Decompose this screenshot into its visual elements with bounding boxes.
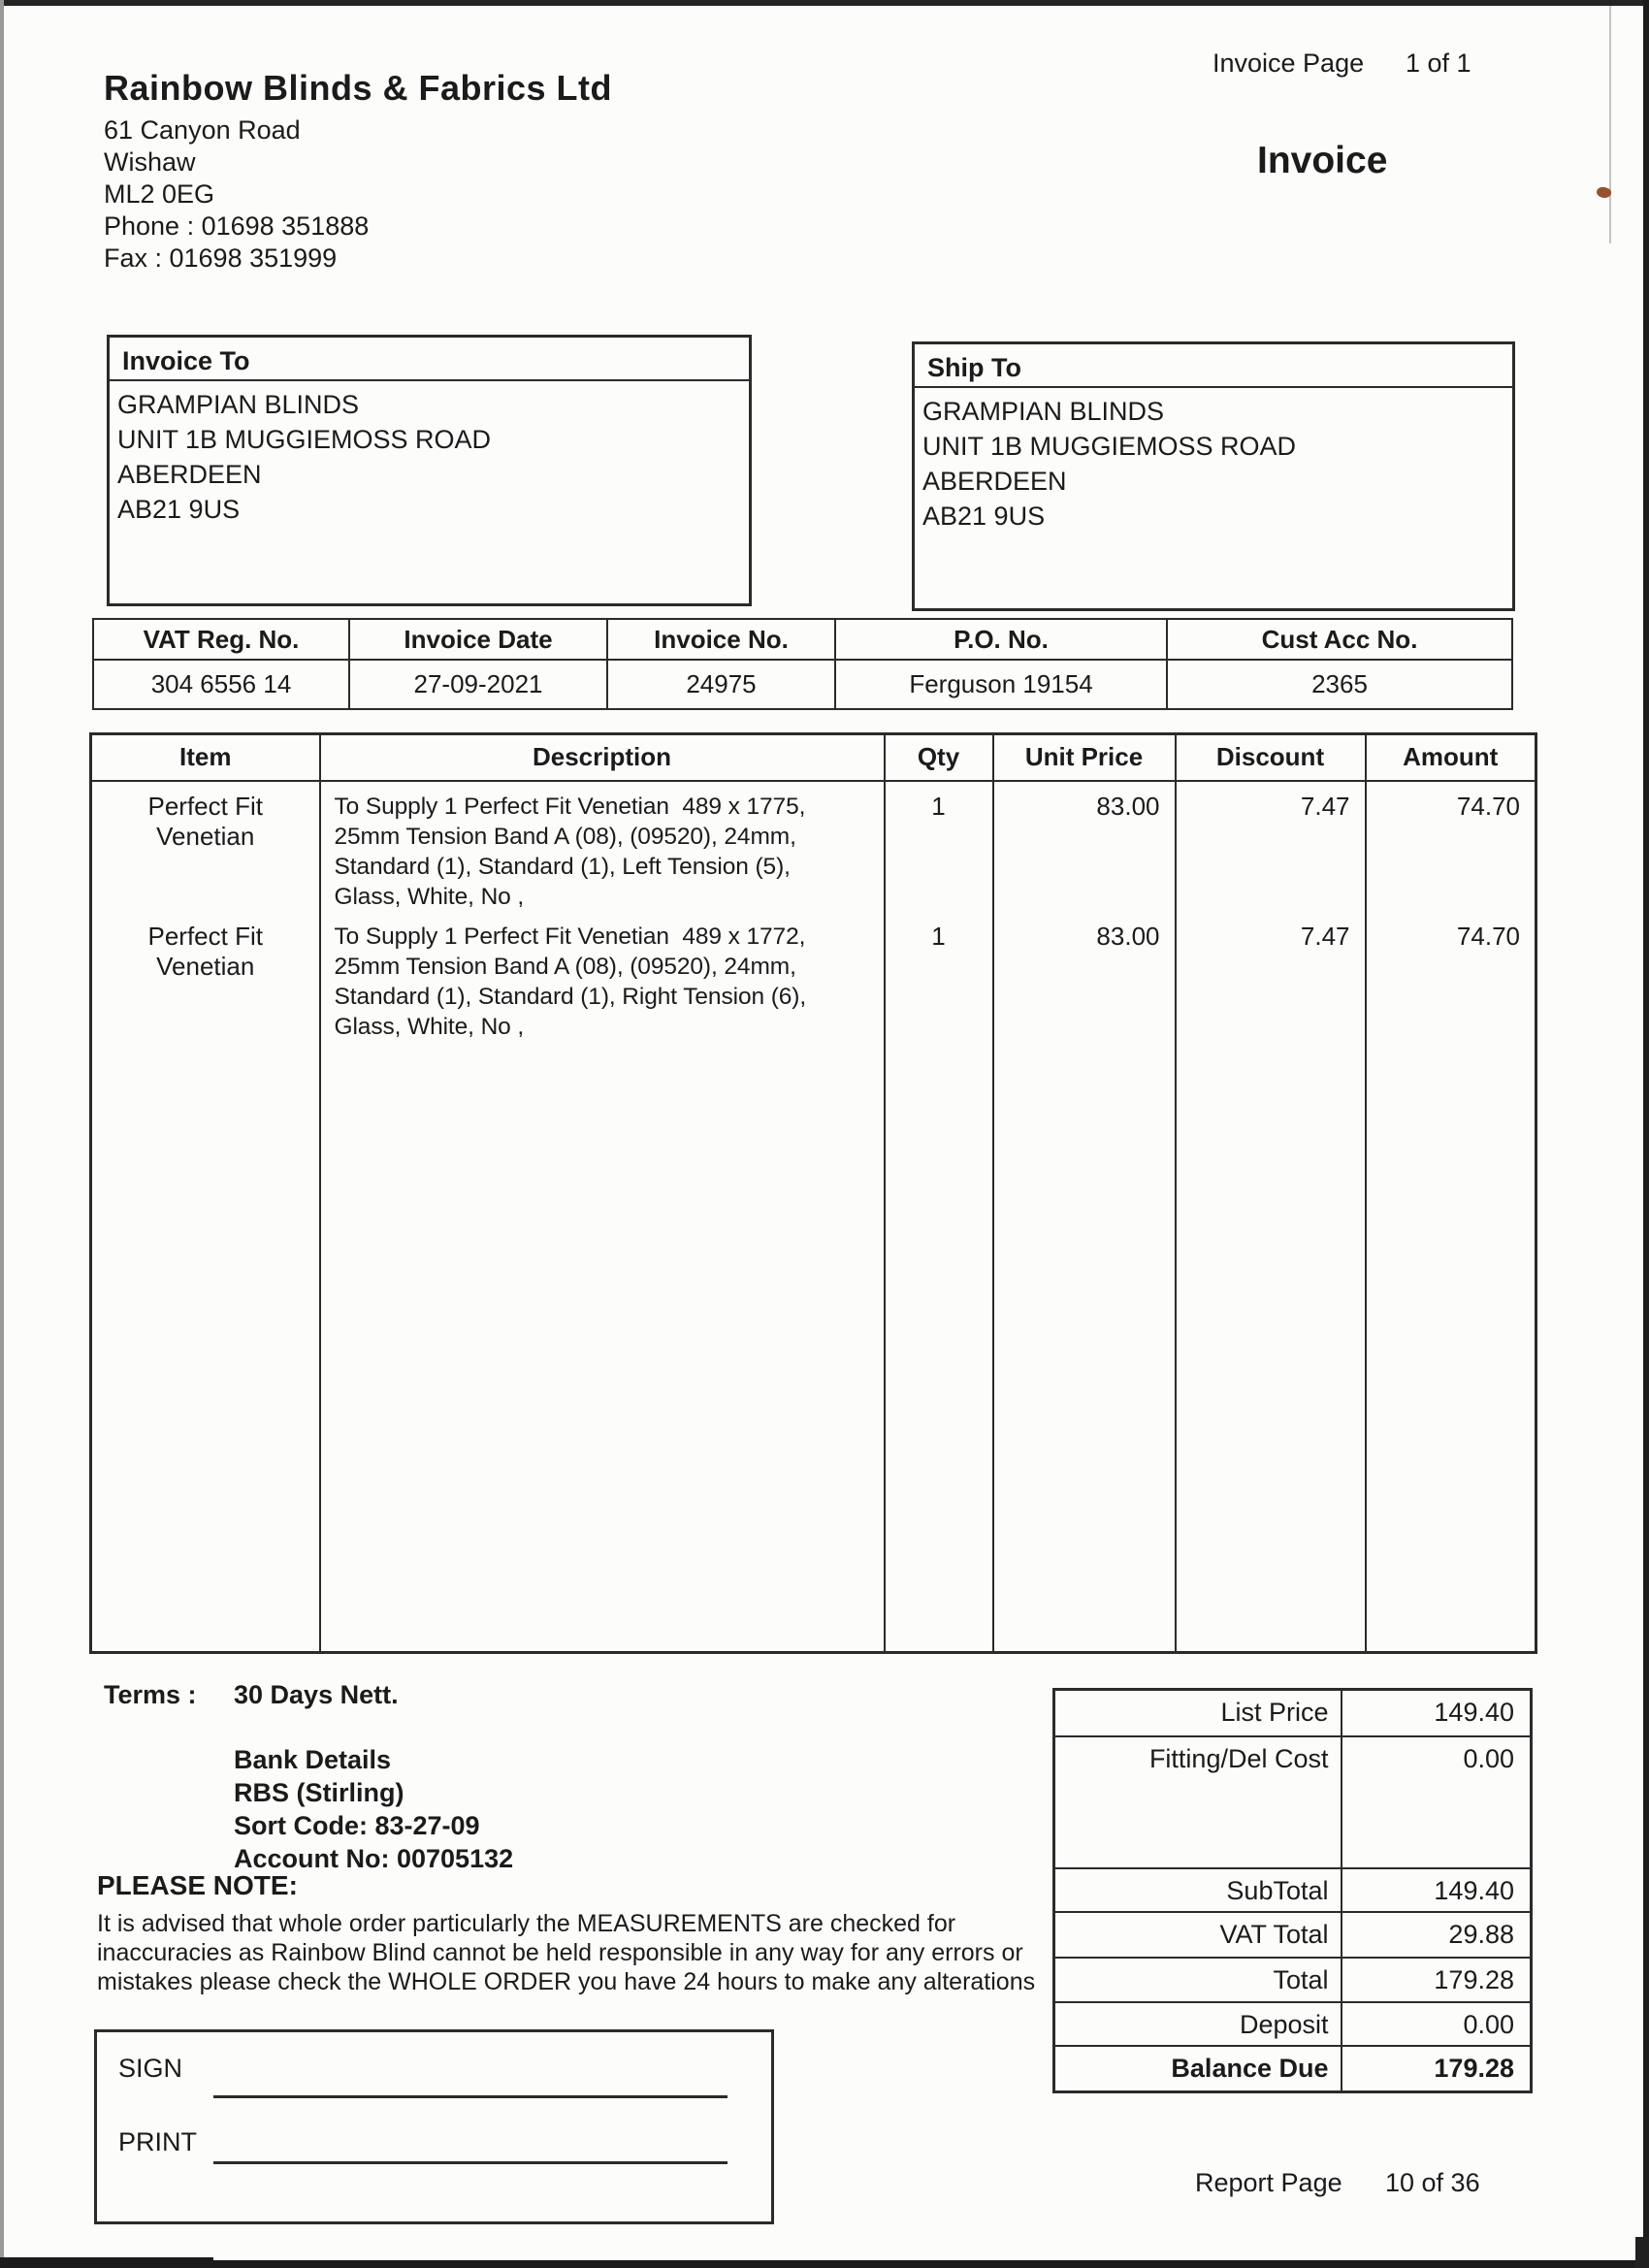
item-description-line: Glass, White, No , bbox=[334, 883, 525, 910]
items-header-qty: Qty bbox=[885, 734, 993, 781]
items-header-unit-price: Unit Price bbox=[993, 734, 1176, 781]
invoice-to-box bbox=[107, 335, 752, 606]
print-line bbox=[213, 2161, 728, 2164]
please-note-line: It is advised that whole order particularly the MEASUREMENTS are checked for bbox=[97, 1910, 956, 1937]
invoice-to-line: AB21 9US bbox=[117, 495, 241, 524]
bank-details-heading: Bank Details bbox=[234, 1745, 392, 1774]
cust-acc-no: 2365 bbox=[1167, 660, 1512, 709]
item-description-line: Standard (1), Standard (1), Right Tension (6), bbox=[334, 983, 807, 1010]
item-amount: 74.70 bbox=[1366, 912, 1536, 1042]
item-description-line: Standard (1), Standard (1), Left Tension (5), bbox=[334, 853, 791, 880]
scan-edge-top bbox=[0, 0, 1649, 6]
item-discount: 7.47 bbox=[1176, 912, 1366, 1042]
ship-to-line: AB21 9US bbox=[922, 502, 1046, 531]
items-header-item: Item bbox=[91, 734, 320, 781]
bank-sort-code: Sort Code: 83-27-09 bbox=[234, 1811, 480, 1840]
totals-label: VAT Total bbox=[1054, 1912, 1342, 1958]
invoice-to-header: Invoice To bbox=[110, 338, 749, 381]
totals-label: List Price bbox=[1054, 1690, 1342, 1736]
signature-box bbox=[94, 2029, 774, 2224]
ship-to-line: UNIT 1B MUGGIEMOSS ROAD bbox=[922, 432, 1297, 461]
totals-row-deposit bbox=[1054, 2002, 1532, 2046]
item-unit-price: 83.00 bbox=[993, 781, 1176, 912]
company-address-line: ML2 0EG bbox=[104, 179, 215, 209]
ship-to-address bbox=[915, 388, 1512, 534]
details-value-row bbox=[93, 660, 1512, 709]
invoice-no: 24975 bbox=[607, 660, 835, 709]
items-empty-space-row bbox=[91, 1042, 1536, 1653]
item-amount: 74.70 bbox=[1366, 781, 1536, 912]
totals-row-list-price bbox=[1054, 1690, 1532, 1736]
company-address-block bbox=[104, 114, 369, 275]
item-description-line: 25mm Tension Band A (08), (09520), 24mm, bbox=[334, 953, 796, 980]
details-header-po-no: P.O. No. bbox=[835, 619, 1167, 660]
print-label: PRINT bbox=[118, 2127, 197, 2156]
totals-row-total bbox=[1054, 1958, 1532, 2002]
document-title: Invoice bbox=[1257, 140, 1388, 181]
item-description bbox=[320, 912, 885, 1042]
details-header-invoice-no: Invoice No. bbox=[607, 619, 835, 660]
invoice-to-line: UNIT 1B MUGGIEMOSS ROAD bbox=[117, 425, 492, 454]
item-row bbox=[91, 781, 1536, 912]
details-header-vat-reg: VAT Reg. No. bbox=[93, 619, 349, 660]
invoice-page-value: 1 of 1 bbox=[1406, 49, 1471, 78]
ship-to-line: ABERDEEN bbox=[922, 467, 1067, 496]
sign-line bbox=[213, 2095, 728, 2098]
item-name: Perfect Fit Venetian bbox=[91, 912, 320, 1042]
totals-value: 0.00 bbox=[1342, 1736, 1532, 1868]
item-description-line: 25mm Tension Band A (08), (09520), 24mm, bbox=[334, 823, 796, 850]
scan-edge-bottom-left bbox=[0, 2257, 213, 2268]
please-note-line: mistakes please check the WHOLE ORDER you have 24 hours to make any alterations bbox=[97, 1968, 1036, 1995]
totals-label: Balance Due bbox=[1054, 2046, 1342, 2092]
scan-corner-bottom-right bbox=[1635, 2237, 1649, 2268]
item-description-line: Glass, White, No , bbox=[334, 1013, 525, 1040]
item-name: Perfect Fit Venetian bbox=[91, 781, 320, 912]
details-header-invoice-date: Invoice Date bbox=[349, 619, 607, 660]
items-header-description: Description bbox=[320, 734, 885, 781]
totals-value: 29.88 bbox=[1342, 1912, 1532, 1958]
totals-row-subtotal bbox=[1054, 1868, 1532, 1912]
invoice-to-line: ABERDEEN bbox=[117, 460, 262, 489]
item-qty: 1 bbox=[885, 912, 993, 1042]
scan-edge-left bbox=[0, 0, 4, 2268]
item-row bbox=[91, 912, 1536, 1042]
ship-to-header: Ship To bbox=[915, 344, 1512, 388]
items-table bbox=[89, 732, 1537, 1654]
totals-value: 179.28 bbox=[1342, 1958, 1532, 2002]
items-header-discount: Discount bbox=[1176, 734, 1366, 781]
vat-reg-no: 304 6556 14 bbox=[93, 660, 349, 709]
company-name: Rainbow Blinds & Fabrics Ltd bbox=[104, 68, 613, 108]
totals-table bbox=[1052, 1688, 1533, 2093]
ship-to-line: GRAMPIAN BLINDS bbox=[922, 397, 1165, 426]
item-unit-price: 83.00 bbox=[993, 912, 1176, 1042]
terms-label: Terms : bbox=[104, 1680, 197, 1709]
totals-label: SubTotal bbox=[1054, 1868, 1342, 1912]
invoice-details-table bbox=[92, 618, 1513, 710]
totals-label: Fitting/Del Cost bbox=[1054, 1736, 1342, 1868]
scan-page-edge-line bbox=[1609, 6, 1611, 243]
po-no: Ferguson 19154 bbox=[835, 660, 1167, 709]
item-qty: 1 bbox=[885, 781, 993, 912]
terms-value: 30 Days Nett. bbox=[234, 1680, 399, 1709]
ship-to-box bbox=[912, 341, 1515, 611]
scan-edge-right bbox=[1643, 0, 1649, 2268]
details-header-cust-acc: Cust Acc No. bbox=[1167, 619, 1512, 660]
company-phone: Phone : 01698 351888 bbox=[104, 211, 370, 241]
bank-account-no: Account No: 00705132 bbox=[234, 1844, 514, 1873]
bank-details-block bbox=[234, 1743, 513, 1875]
details-header-row bbox=[93, 619, 1512, 660]
report-page-label: Report Page bbox=[1195, 2168, 1342, 2197]
sign-label: SIGN bbox=[118, 2054, 183, 2083]
totals-row-fitting-del bbox=[1054, 1736, 1532, 1868]
please-note-text bbox=[97, 1909, 1035, 1996]
report-page-value: 10 of 36 bbox=[1385, 2168, 1480, 2197]
invoice-to-line: GRAMPIAN BLINDS bbox=[117, 390, 360, 419]
invoice-page-label: Invoice Page bbox=[1212, 49, 1365, 78]
please-note-line: inaccuracies as Rainbow Blind cannot be held responsible in any way for any errors or bbox=[97, 1939, 1023, 1966]
item-description bbox=[320, 781, 885, 912]
company-address-line: 61 Canyon Road bbox=[104, 115, 301, 145]
item-description-line: To Supply 1 Perfect Fit Venetian 489 x 1775, bbox=[334, 793, 806, 820]
totals-value: 149.40 bbox=[1342, 1868, 1532, 1912]
totals-value: 0.00 bbox=[1342, 2002, 1532, 2046]
item-description-line: To Supply 1 Perfect Fit Venetian 489 x 1772, bbox=[334, 923, 806, 950]
company-fax: Fax : 01698 351999 bbox=[104, 243, 338, 273]
totals-value: 149.40 bbox=[1342, 1690, 1532, 1736]
totals-row-balance-due bbox=[1054, 2046, 1532, 2092]
totals-label: Total bbox=[1054, 1958, 1342, 2002]
items-header-amount: Amount bbox=[1366, 734, 1536, 781]
invoice-date: 27-09-2021 bbox=[349, 660, 607, 709]
totals-value: 179.28 bbox=[1342, 2046, 1532, 2092]
scan-edge-bottom bbox=[0, 2260, 1649, 2268]
item-discount: 7.47 bbox=[1176, 781, 1366, 912]
items-header-row bbox=[91, 734, 1536, 781]
totals-label: Deposit bbox=[1054, 2002, 1342, 2046]
company-address-line: Wishaw bbox=[104, 147, 196, 177]
bank-name: RBS (Stirling) bbox=[234, 1778, 404, 1807]
please-note-heading: PLEASE NOTE: bbox=[97, 1870, 298, 1900]
invoice-to-address bbox=[110, 381, 749, 527]
totals-row-vat-total bbox=[1054, 1912, 1532, 1958]
